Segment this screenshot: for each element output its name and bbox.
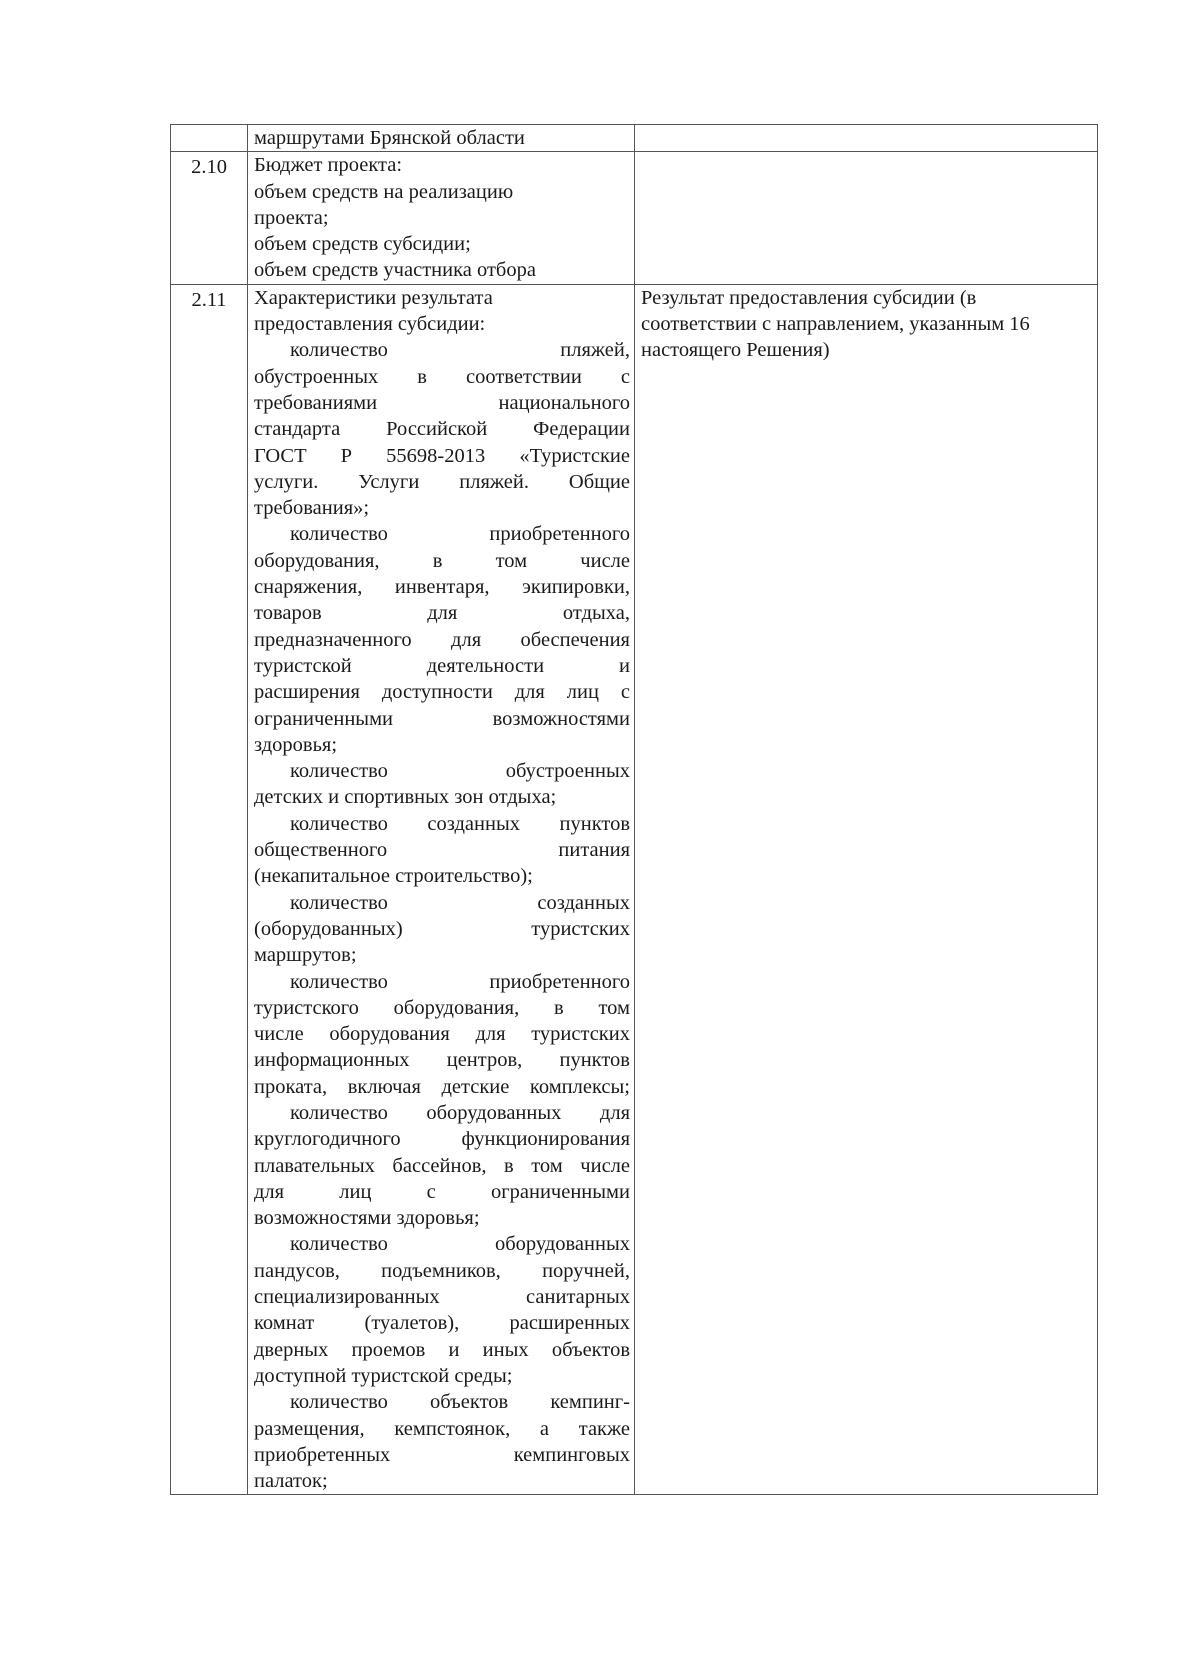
- table-row: [171, 152, 1098, 284]
- result-line: Результат предоставления субсидии (в: [641, 286, 977, 309]
- content-line: (оборудованных) туристских: [254, 917, 630, 940]
- content-line: приобретенных кемпинговых: [254, 1443, 630, 1466]
- content-line: палаток;: [254, 1470, 328, 1493]
- content-line: количество приобретенного: [290, 523, 630, 546]
- content-line: стандарта Российской Федерации: [254, 418, 630, 441]
- content-line: ГОСТ Р 55698-2013 «Туристские: [254, 444, 630, 467]
- content-line: требования»;: [254, 497, 370, 520]
- content-line: информационных центров, пунктов: [254, 1049, 630, 1072]
- row-content: [248, 284, 635, 1495]
- content-line: количество пляжей,: [290, 339, 630, 362]
- content-line: проката, включая детские комплексы;: [254, 1075, 630, 1098]
- row-number: 2.11: [171, 284, 248, 1495]
- content-line: Характеристики результата: [254, 286, 493, 309]
- content-line: размещения, кемпстоянок, а также: [254, 1417, 630, 1440]
- content-line: числе оборудования для туристских: [254, 1023, 630, 1046]
- content-line: Бюджет проекта:: [254, 154, 403, 177]
- content-line: общественного питания: [254, 839, 630, 862]
- content-line: предназначенного для обеспечения: [254, 628, 630, 651]
- content-line: расширения доступности для лиц с: [254, 681, 630, 704]
- row-result: [635, 125, 1098, 152]
- content-line: количество обустроенных: [290, 760, 630, 783]
- content-line: количество созданных пунктов: [290, 812, 630, 835]
- content-line: плавательных бассейнов, в том числе: [254, 1154, 630, 1177]
- content-line: снаряжения, инвентаря, экипировки,: [254, 576, 630, 599]
- content-line: товаров для отдыха,: [254, 602, 630, 625]
- row-result: [635, 284, 1098, 1495]
- content-line: количество созданных: [290, 891, 630, 914]
- content-line: оборудования, в том числе: [254, 549, 630, 572]
- content-line: туристской деятельности и: [254, 654, 630, 677]
- content-line: количество объектов кемпинг-: [290, 1391, 630, 1414]
- content-line: маршрутов;: [254, 944, 357, 967]
- content-line: для лиц с ограниченными: [254, 1180, 630, 1203]
- document-table: [170, 124, 1098, 1495]
- content-line: возможностями здоровья;: [254, 1207, 480, 1230]
- content-line: доступной туристской среды;: [254, 1364, 513, 1387]
- content-line: комнат (туалетов), расширенных: [254, 1312, 630, 1335]
- table-row: [171, 125, 1098, 152]
- content-line: специализированных санитарных: [254, 1286, 630, 1309]
- content-line: круглогодичного функционирования: [254, 1128, 630, 1151]
- content-line: предоставления субсидии:: [254, 313, 486, 336]
- row-content: [248, 152, 635, 284]
- row-number: [171, 125, 248, 152]
- table-body: [171, 125, 1098, 1495]
- content-line: объем средств на реализацию: [254, 180, 514, 203]
- content-line: маршрутами Брянской области: [254, 127, 525, 149]
- content-line: услуги. Услуги пляжей. Общие: [254, 470, 630, 493]
- content-line: здоровья;: [254, 733, 338, 756]
- content-line: объем средств субсидии;: [254, 233, 471, 256]
- content-line: количество оборудованных для: [290, 1101, 630, 1124]
- content-line: (некапитальное строительство);: [254, 865, 533, 888]
- row-number: 2.10: [171, 152, 248, 284]
- table-row: [171, 284, 1098, 1495]
- content-line: дверных проемов и иных объектов: [254, 1338, 630, 1361]
- content-line: пандусов, подъемников, поручней,: [254, 1259, 630, 1282]
- content-line: количество приобретенного: [290, 970, 630, 993]
- content-line: детских и спортивных зон отдыха;: [254, 786, 557, 809]
- row-result: [635, 152, 1098, 284]
- result-line: соответствии с направлением, указанным 16: [641, 313, 1030, 336]
- row-content: [248, 125, 635, 152]
- content-line: туристского оборудования, в том: [254, 996, 630, 1019]
- result-line: настоящего Решения): [641, 339, 830, 362]
- content-line: объем средств участника отбора: [254, 259, 536, 282]
- content-line: требованиями национального: [254, 391, 630, 414]
- content-line: проекта;: [254, 206, 329, 229]
- content-line: ограниченными возможностями: [254, 707, 630, 730]
- content-line: обустроенных в соответствии с: [254, 365, 630, 388]
- content-line: количество оборудованных: [290, 1233, 630, 1256]
